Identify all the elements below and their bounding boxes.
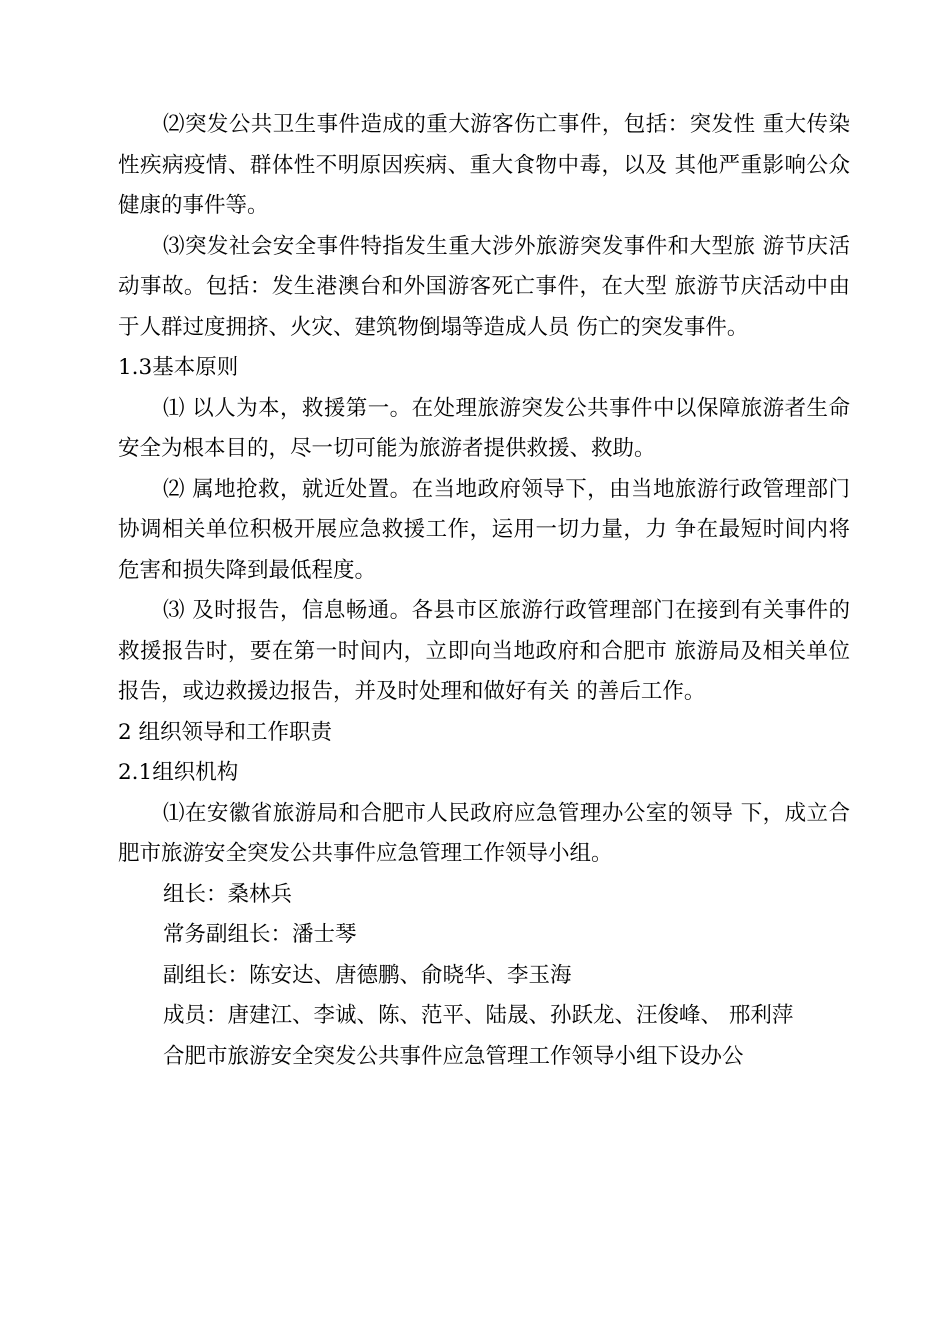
paragraph-principle-people-first: ⑴ 以人为本，救援第一。在处理旅游突发公共事件中以保障旅游者生命安全为根本目的，尽一切可能为旅游者提供救援、救助。 <box>118 395 850 461</box>
section-heading-organization-duties: 2 组织领导和工作职责 <box>118 719 333 745</box>
section-heading-basic-principles: 1.3基本原则 <box>118 355 239 380</box>
document-body <box>118 105 850 1077</box>
paragraph-executive-deputy-leader: 常务副组长：潘士琴 <box>163 922 357 947</box>
paragraph-members: 成员：唐建江、李诚、陈、范平、陆晟、孙跃龙、汪俊峰、 邢利萍 <box>163 1003 794 1028</box>
paragraph-principle-timely-report: ⑶ 及时报告，信息畅通。各县市区旅游行政管理部门在接到有关事件的救援报告时，要在第一时间内，立即向当地政府和合肥市 旅游局及相关单位报告，或边救援边报告，并及时处理和做好有关 的善后工作。 <box>118 598 850 704</box>
paragraph-office-setup: 合肥市旅游安全突发公共事件应急管理工作领导小组下设办公 <box>163 1043 744 1069</box>
section-heading-organization: 2.1组织机构 <box>118 760 239 785</box>
paragraph-social-security-events: ⑶突发社会安全事件特指发生重大涉外旅游突发事件和大型旅 游节庆活动事故。包括：发生港澳台和外国游客死亡事件，在大型 旅游节庆活动中由于人群过度拥挤、火灾、建筑物倒塌等造成人员 伤亡的突发事件。 <box>118 233 850 340</box>
paragraph-principle-local-rescue: ⑵ 属地抢救，就近处置。在当地政府领导下，由当地旅游行政管理部门协调相关单位积极开展应急救援工作，运用一切力量，力 争在最短时间内将危害和损失降到最低程度。 <box>118 476 850 583</box>
paragraph-deputy-leaders: 副组长：陈安达、唐德鹏、俞晓华、李玉海 <box>163 962 572 988</box>
paragraph-group-leader: 组长：桑林兵 <box>163 881 293 907</box>
paragraph-public-health-events: ⑵突发公共卫生事件造成的重大游客伤亡事件，包括：突发性 重大传染性疾病疫情、群体性不明原因疾病、重大食物中毒，以及 其他严重影响公众健康的事件等。 <box>118 112 850 218</box>
paragraph-leading-group: ⑴在安徽省旅游局和合肥市人民政府应急管理办公室的领导 下，成立合肥市旅游安全突发公共事件应急管理工作领导小组。 <box>118 800 850 866</box>
